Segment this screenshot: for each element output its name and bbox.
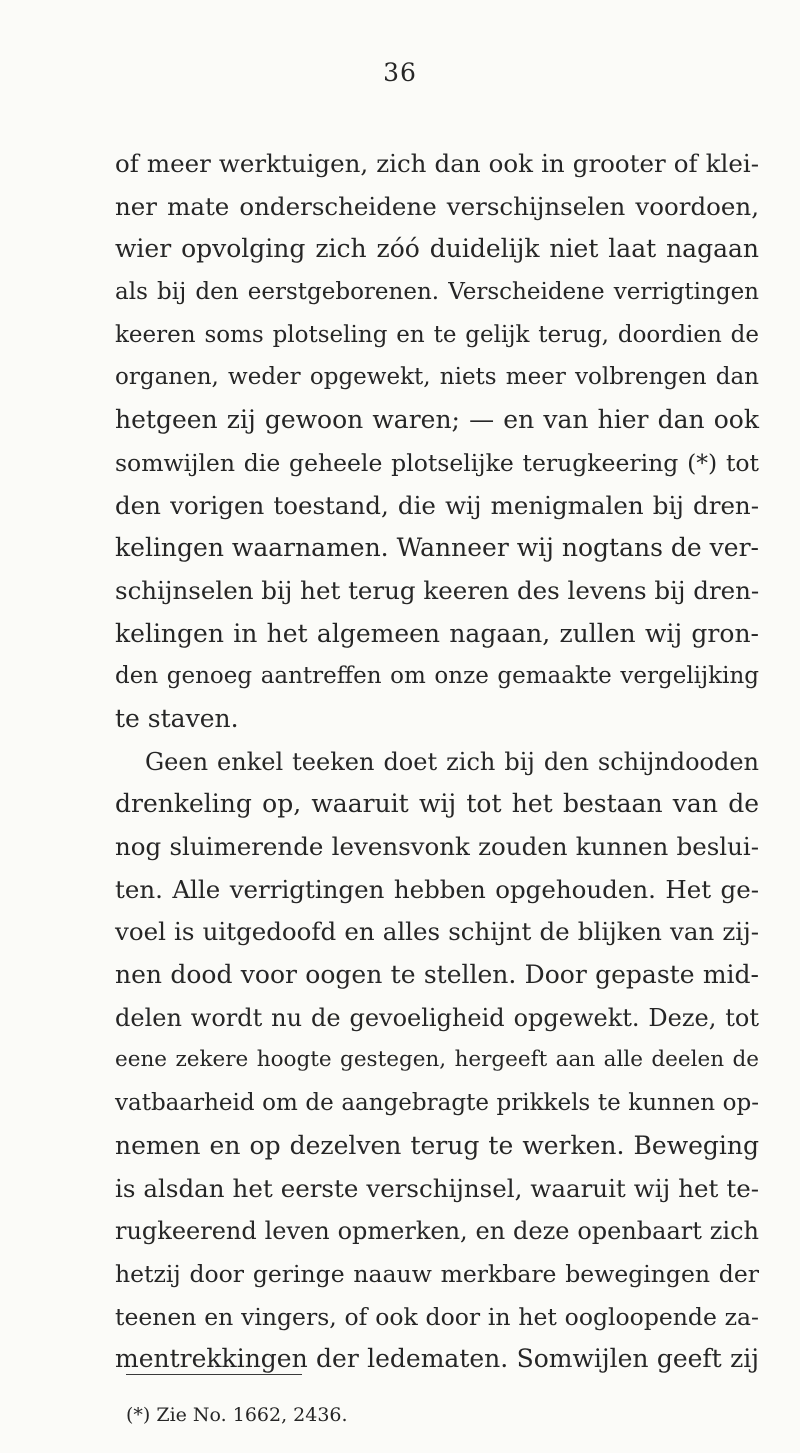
text-line: eene zekere hoogte gestegen, hergeeft aan alle deelen de — [115, 1047, 759, 1073]
text-line: vatbaarheid om de aangebragte prikkels te kunnen op- — [115, 1090, 759, 1117]
footnote-divider — [126, 1374, 302, 1375]
text-line: hetgeen zij gewoon waren; — en van hier dan ook — [115, 405, 759, 435]
text-line: teenen en vingers, of ook door in het oogloopende za- — [115, 1302, 759, 1331]
text-line: den genoeg aantreffen om onze gemaakte vergelijking — [115, 663, 759, 690]
text-line: kelingen waarnamen. Wanneer wij nogtans de ver- — [115, 533, 759, 563]
text-line: hetzij door geringe naauw merkbare bewegingen der — [115, 1259, 759, 1288]
text-line: den vorigen toestand, die wij menigmalen bij dren- — [115, 490, 759, 520]
text-line: kelingen in het algemeen nagaan, zullen wij gron- — [115, 618, 759, 648]
text-line: rugkeerend leven opmerken, en deze openbaart zich — [115, 1217, 759, 1246]
text-line: delen wordt nu de gevoeligheid opgewekt. Deze, tot — [115, 1003, 759, 1032]
text-line: schijnselen bij het terug keeren des levens bij dren- — [115, 575, 760, 605]
text-line: als bij den eerstgeborenen. Verscheidene verrigtingen — [115, 279, 759, 306]
text-line: wier opvolging zich zóó duidelijk niet laat nagaan — [115, 234, 759, 264]
text-line: nemen en op dezelven terug te werken. Beweging — [115, 1130, 759, 1160]
body-text — [115, 143, 759, 1381]
text-line: of meer werktuigen, zich dan ook in grooter of klei- — [115, 149, 759, 178]
text-line: is alsdan het eerste verschijnsel, waaruit wij het te- — [115, 1173, 759, 1203]
text-line: keeren soms plotseling en te gelijk terug, doordien de — [115, 321, 759, 348]
text-line: mentrekkingen der ledematen. Somwijlen geeft zij — [115, 1344, 759, 1374]
text-line: Geen enkel teeken doet zich bij den schijndooden — [145, 747, 759, 776]
page-number: 36 — [383, 58, 417, 87]
text-line: nen dood voor oogen te stellen. Door gepaste mid- — [115, 960, 759, 990]
text-line: voel is uitgedoofd en alles schijnt de blijken van zij- — [115, 917, 759, 947]
text-line: drenkeling op, waaruit wij tot het bestaan van de — [115, 789, 759, 819]
text-line: ten. Alle verrigtingen hebben opgehouden. Het ge- — [115, 874, 759, 904]
text-line: nog sluimerende levensvonk zouden kunnen beslui- — [115, 832, 759, 861]
footnote: (*) Zie No. 1662, 2436. — [126, 1404, 348, 1426]
text-line: ner mate onderscheidene verschijnselen voordoen, — [115, 191, 759, 221]
text-line: te staven. — [115, 703, 239, 733]
text-line: organen, weder opgewekt, niets meer volbrengen dan — [115, 364, 759, 391]
text-line: somwijlen die geheele plotselijke terugkeering (*) tot — [115, 448, 759, 477]
